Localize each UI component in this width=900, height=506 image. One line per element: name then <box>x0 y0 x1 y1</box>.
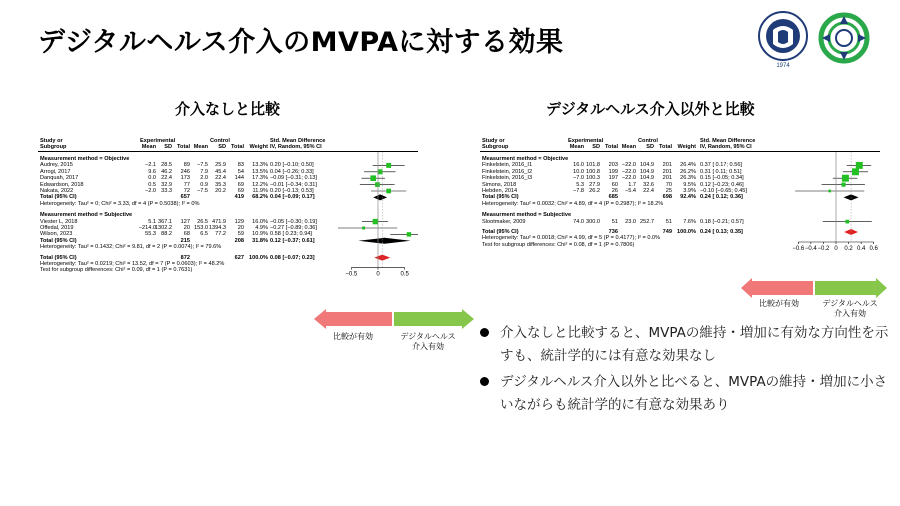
bullet-item <box>480 322 890 368</box>
exp-total: 68 <box>183 231 190 238</box>
study-name: Wilson, 2023 <box>40 231 73 238</box>
ctrl-sd: 45.4 <box>215 168 226 175</box>
subgroup-label: Measurement method = Subjective <box>40 212 133 219</box>
subgroup-label: Measurment method = Objective <box>482 156 569 162</box>
forest-plot-no-intervention <box>38 136 418 322</box>
exp-mean: −7.8 <box>572 188 584 194</box>
ctrl-mean: 7.9 <box>200 168 208 175</box>
subgroup-total-label: Total (95% CI) <box>482 194 519 201</box>
overall-total-label: Total (95% CI) <box>482 229 519 235</box>
exp-sd: 1302.2 <box>154 225 172 231</box>
study-name: Finkelstein, 2016_I3 <box>482 175 533 182</box>
x-axis-tick-label: 0.5 <box>400 271 409 278</box>
subgroup-ci: 0.12 [−0.37; 0.61] <box>270 237 315 244</box>
weight: 26.2% <box>680 168 696 175</box>
ctrl-total: 69 <box>237 188 244 194</box>
smd-ci: −0.01 [−0.34; 0.31] <box>270 181 317 188</box>
weight: 7.6% <box>683 218 696 225</box>
subgroup-heterogeneity: Heterogeneity: Tau² = 0; Chi² = 3.33, df = 4 (P = 0.5038); I² = 0% <box>40 200 200 207</box>
subgroup-ctrl-total: 698 <box>662 194 672 201</box>
exp-mean: 74.0 <box>573 218 584 225</box>
x-axis-tick-label: −0.4 <box>804 246 817 252</box>
subgroup-weight: 68.2% <box>252 194 268 201</box>
overall-ctrl-total: 749 <box>662 229 672 235</box>
header-weight: Weight <box>249 144 268 150</box>
study-0-3-square <box>375 182 380 187</box>
study-1-0-square <box>373 219 378 224</box>
exp-sd: 100.8 <box>586 168 600 175</box>
x-axis-tick-label: −0.5 <box>345 271 358 278</box>
header-control: Control <box>210 138 230 144</box>
exp-mean: −7.0 <box>572 175 584 182</box>
study-0-3-square <box>841 183 845 187</box>
exp-total: 199 <box>608 168 618 175</box>
ctrl-mean: 26.5 <box>197 218 208 225</box>
ctrl-sd: 471.9 <box>212 218 226 225</box>
exp-sd: 28.5 <box>161 162 172 169</box>
university-seal-logo <box>757 10 809 70</box>
study-name: Slootmaker, 2009 <box>482 218 526 225</box>
ctrl-sd: 104.9 <box>640 175 654 182</box>
smd-ci: 0.15 [−0.05; 0.34] <box>700 175 744 182</box>
x-axis-tick-label: 0.2 <box>844 246 853 252</box>
digital-effective-arrow <box>815 278 887 298</box>
exp-sd: 300.0 <box>586 218 600 225</box>
header-weight: Weight <box>677 144 696 150</box>
left-arrow-label: 比較が有効 <box>333 332 373 341</box>
header-study: Study or <box>40 138 63 144</box>
smd-ci: 0.37 [ 0.17; 0.56] <box>700 162 742 169</box>
subgroup-test: Test for subgroup differences: Chi² = 0.08, df = 1 (P = 0.7806) <box>482 241 635 248</box>
exp-mean: −2.0 <box>144 188 156 194</box>
overall-ctrl-total: 627 <box>234 254 244 261</box>
study-0-0-square <box>386 163 391 168</box>
exp-total: 173 <box>180 175 190 182</box>
ctrl-mean: 6.5 <box>200 231 208 238</box>
subgroup-heterogeneity: Heterogeneity: Tau² = 0.0032; Chi² = 4.89, df = 4 (P = 0.2987); I² = 18.2% <box>482 200 664 207</box>
header-mean: Mean <box>621 144 636 150</box>
exp-mean: −214.0 <box>138 225 156 231</box>
digital-effective-arrow <box>394 309 474 329</box>
overall-weight: 100.0% <box>249 254 268 261</box>
header-smd: Std. Mean Difference <box>270 138 326 144</box>
bullet-item <box>480 371 890 417</box>
ctrl-total: 20 <box>237 225 244 231</box>
overall-heterogeneity: Heterogeneity: Tau² = 0.0018; Chi² = 4.99, df = 5 (P = 0.4177); I² = 0.0% <box>482 235 661 242</box>
exp-total: 77 <box>183 181 190 188</box>
x-axis-tick-label: 0.6 <box>869 246 878 252</box>
ctrl-sd: 35.3 <box>215 181 226 188</box>
exp-mean: 16.0 <box>573 162 584 169</box>
ctrl-mean: 23.0 <box>625 218 636 225</box>
exp-sd: 88.2 <box>161 231 172 238</box>
smd-ci: 0.20 [−0.10; 0.50] <box>270 162 314 169</box>
weight: 13.5% <box>252 168 268 175</box>
exp-mean: 0.0 <box>148 175 156 182</box>
weight: 10.9% <box>252 231 268 238</box>
study-name: Offedal, 2019 <box>40 225 74 231</box>
subgroup-ci: 0.04 [−0.09; 0.17] <box>270 194 315 201</box>
ctrl-sd: 32.6 <box>643 181 654 188</box>
exp-mean: 5.1 <box>148 218 156 225</box>
weight: 13.3% <box>252 162 268 169</box>
weight: 12.2% <box>252 181 268 188</box>
subgroup-weight: 92.4% <box>680 194 696 201</box>
forest-plot-non-digital <box>480 136 880 286</box>
subgroup-weight: 31.8% <box>252 237 268 244</box>
exp-total: 60 <box>611 181 618 188</box>
ctrl-total: 201 <box>662 175 672 182</box>
left-effect-arrows <box>314 307 474 331</box>
exp-sd: 46.2 <box>161 168 172 175</box>
bullet-dot-icon <box>480 377 489 386</box>
left-heading: 介入なしと比較 <box>175 100 281 118</box>
study-name: Viester L, 2018 <box>40 218 78 225</box>
ctrl-sd: 22.4 <box>215 175 226 182</box>
header-control: Control <box>638 138 658 144</box>
ctrl-total: 69 <box>237 181 244 188</box>
weight: 26.4% <box>680 162 696 169</box>
exp-mean: 55.3 <box>145 231 156 238</box>
ctrl-mean: −22.0 <box>621 162 636 169</box>
right-arrow-label: 比較が有効 <box>759 299 799 308</box>
exp-total: 72 <box>183 188 190 194</box>
header-mean: Mean <box>193 144 208 150</box>
header-mean: Mean <box>569 144 584 150</box>
x-axis-tick-label: 0.4 <box>856 246 866 252</box>
overall-exp-total: 736 <box>608 229 618 235</box>
ctrl-total: 129 <box>234 218 244 225</box>
left-arrow-label-right-2: 介入有効 <box>412 342 444 351</box>
ctrl-total: 201 <box>662 168 672 175</box>
ctrl-sd: 77.2 <box>215 231 226 238</box>
study-0-2-square <box>370 175 376 181</box>
svg-text:1974: 1974 <box>776 63 790 69</box>
right-arrow-label-right-2: 介入有効 <box>834 309 866 318</box>
subgroup-label: Measurement method = Objective <box>40 156 130 162</box>
exp-total: 197 <box>608 175 618 182</box>
smd-ci: −0.09 [−0.31; 0.13] <box>270 175 317 182</box>
header-subgroup: Subgroup <box>482 144 509 150</box>
study-name: Finkelstein, 2016_I2 <box>482 168 533 175</box>
overall-heterogeneity: Heterogeneity: Tau² = 0.0219; Chi² = 13.52, df = 7 (P = 0.0603); I² = 48.2% <box>40 261 225 267</box>
study-1-1-square <box>362 227 365 230</box>
ctrl-mean: 153.0 <box>194 225 208 231</box>
weight: 9.5% <box>683 181 696 188</box>
smd-ci: 0.31 [ 0.11; 0.51] <box>700 168 742 175</box>
study-1-0-square <box>845 220 849 224</box>
ctrl-mean: 2.0 <box>200 175 208 182</box>
subgroup-test: Test for subgroup differences: Chi² = 0.09, df = 1 (P = 0.7631) <box>40 267 193 274</box>
subgroup-ctrl-total: 208 <box>234 237 244 244</box>
forest-plot-graph <box>338 136 418 322</box>
exp-sd: 101.8 <box>586 162 600 169</box>
left-arrow-label-right-1: デジタルヘルス <box>400 332 456 341</box>
exp-mean: 10.0 <box>573 168 584 175</box>
study-name: Danquah, 2017 <box>40 175 79 182</box>
subgroup-exp-total: 215 <box>180 237 190 244</box>
header-smd: Std. Mean Difference <box>700 138 756 144</box>
ctrl-mean: −22.0 <box>621 175 636 182</box>
ctrl-sd: 104.9 <box>640 168 654 175</box>
exp-total: 26 <box>611 188 618 194</box>
comparison-effective-arrow <box>741 278 813 298</box>
exp-sd: 367.1 <box>158 218 172 225</box>
exp-total: 89 <box>183 162 190 169</box>
bullet-dot-icon <box>480 328 489 337</box>
ctrl-mean: −22.0 <box>621 168 636 175</box>
header-sd: SD <box>646 144 654 150</box>
x-axis-tick-label: −0.2 <box>817 246 830 252</box>
x-axis-tick-label: 0 <box>834 246 838 252</box>
header-sd: SD <box>218 144 226 150</box>
subgroup-exp-total: 657 <box>180 194 190 201</box>
weight: 11.9% <box>252 188 268 194</box>
study-name: Audrey, 2015 <box>40 162 73 169</box>
ctrl-sd: 22.4 <box>643 188 654 194</box>
exp-sd: 26.2 <box>589 188 600 194</box>
subgroup-total-label: Total (95% CI) <box>40 194 77 201</box>
smd-ci: −0.10 [−0.65; 0.45] <box>700 188 747 194</box>
subgroup-diamond-0 <box>373 194 387 200</box>
study-0-1-square <box>378 169 383 174</box>
exp-total: 203 <box>608 162 618 169</box>
subgroup-total-label: Total (95% CI) <box>40 237 77 244</box>
ctrl-sd: 25.9 <box>215 162 226 169</box>
right-heading: デジタルヘルス介入以外と比較 <box>546 100 755 118</box>
smd-ci: 0.04 [−0.26; 0.33] <box>270 168 314 175</box>
study-0-2-square <box>842 175 849 182</box>
smd-ci: −0.27 [−0.89; 0.36] <box>270 225 317 231</box>
study-0-1-square <box>852 168 859 175</box>
ctrl-mean: −5.4 <box>624 188 636 194</box>
study-name: Simons, 2018 <box>482 181 517 188</box>
header-subgroup: Subgroup <box>40 144 67 150</box>
exp-sd: 22.4 <box>161 175 172 182</box>
study-name: Hebden, 2014 <box>482 188 518 194</box>
weight: 26.3% <box>680 175 696 182</box>
exp-total: 51 <box>611 218 618 225</box>
header-mean: Mean <box>141 144 156 150</box>
exp-mean: 5.3 <box>576 181 584 188</box>
subgroup-ctrl-total: 419 <box>234 194 244 201</box>
smd-ci: −0.05 [−0.30; 0.19] <box>270 218 317 225</box>
ctrl-sd: 252.7 <box>640 218 654 225</box>
study-name: Nakata, 2022 <box>40 188 74 194</box>
header-experimental: Experimental <box>140 138 176 144</box>
header-total: Total <box>605 144 618 150</box>
header-study: Study or <box>482 138 505 144</box>
slide-title: デジタルヘルス介入のMVPAに対する効果 <box>38 27 564 58</box>
header-total: Total <box>659 144 672 150</box>
bullet-text: デジタルヘルス介入以外と比べると、MVPAの維持・増加に小さいながらも統計学的に有意な効果あり <box>500 374 888 413</box>
ctrl-total: 54 <box>237 168 244 175</box>
smd-ci: 0.18 [−0.21; 0.57] <box>700 218 744 225</box>
ctrl-total: 25 <box>665 188 672 194</box>
ctrl-total: 201 <box>662 162 672 169</box>
overall-weight: 100.0% <box>677 229 696 235</box>
smd-ci: 0.20 [−0.13; 0.53] <box>270 188 314 194</box>
ctrl-sd: 1394.3 <box>208 225 226 231</box>
smd-ci: 0.58 [ 0.23; 0.94] <box>270 231 312 238</box>
ctrl-sd: 104.9 <box>640 162 654 169</box>
study-1-2-square <box>407 232 411 236</box>
bullet-text: 介入なしと比較すると、MVPAの維持・増加に有効な方向性を示すも、統計学的には有意な効果なし <box>500 325 889 364</box>
subgroup-exp-total: 685 <box>608 194 618 201</box>
subgroup-ci: 0.24 [ 0.12; 0.36] <box>700 194 743 201</box>
study-0-4-square <box>386 189 391 194</box>
exp-mean: −2.1 <box>144 162 156 169</box>
ctrl-total: 59 <box>237 231 244 238</box>
overall-ci: 0.24 [ 0.13; 0.35] <box>700 229 743 235</box>
exp-mean: 9.6 <box>148 168 156 175</box>
study-0-0-square <box>856 162 863 169</box>
subgroup-diamond-1 <box>358 238 410 244</box>
ctrl-mean: 0.9 <box>200 181 208 188</box>
forest-plot-graph <box>792 136 880 286</box>
ctrl-total: 144 <box>234 175 244 182</box>
exp-sd: 32.9 <box>161 181 172 188</box>
smd-ci: 0.12 [−0.23; 0.46] <box>700 181 744 188</box>
header-total: Total <box>231 144 244 150</box>
weight: 3.9% <box>683 188 696 194</box>
header-sd: SD <box>164 144 172 150</box>
exp-sd: 33.3 <box>161 188 172 194</box>
weight: 4.9% <box>255 225 268 231</box>
summary-bullets <box>480 322 890 420</box>
exp-total: 20 <box>183 225 190 231</box>
weight: 17.3% <box>252 175 268 182</box>
study-name: Edwardson, 2018 <box>40 181 84 188</box>
ctrl-sd: 20.2 <box>215 188 226 194</box>
study-0-4-square <box>828 190 831 193</box>
ctrl-mean: −7.5 <box>196 188 208 194</box>
header-smd-method: IV, Random, 95% CI <box>270 144 322 150</box>
subgroup-heterogeneity: Heterogeneity: Tau² = 0.1432; Chi² = 9.81, df = 2 (P = 0.0074); I² = 79.6% <box>40 244 222 251</box>
exp-sd: 27.9 <box>589 181 600 188</box>
ctrl-mean: 1.7 <box>628 181 636 188</box>
right-effect-arrows <box>741 277 887 299</box>
header-smd-method: IV, Random, 95% CI <box>700 144 752 150</box>
subgroup-label: Measurment method = Subjective <box>482 212 572 219</box>
overall-total-label: Total (95% CI) <box>40 254 77 261</box>
comparison-effective-arrow <box>314 309 392 329</box>
green-ring-logo <box>818 12 870 64</box>
exp-sd: 100.3 <box>586 175 600 182</box>
overall-exp-total: 872 <box>180 254 190 261</box>
weight: 16.0% <box>252 218 268 225</box>
x-axis-tick-label: −0.6 <box>792 246 805 252</box>
header-total: Total <box>177 144 190 150</box>
ctrl-total: 70 <box>665 181 672 188</box>
ctrl-mean: −7.5 <box>196 162 208 169</box>
exp-mean: 0.5 <box>148 181 156 188</box>
header-experimental: Experimental <box>568 138 604 144</box>
ctrl-total: 51 <box>665 218 672 225</box>
exp-total: 127 <box>180 218 190 225</box>
study-name: Finkelstein, 2016_I1 <box>482 162 533 169</box>
study-name: Arrogi, 2017 <box>40 168 71 175</box>
right-arrow-label-right-1: デジタルヘルス <box>822 299 878 308</box>
header-sd: SD <box>592 144 600 150</box>
ctrl-total: 83 <box>237 162 244 169</box>
overall-ci: 0.08 [−0.07; 0.23] <box>270 254 315 261</box>
exp-total: 246 <box>180 168 190 175</box>
x-axis-tick-label: 0 <box>376 271 380 278</box>
